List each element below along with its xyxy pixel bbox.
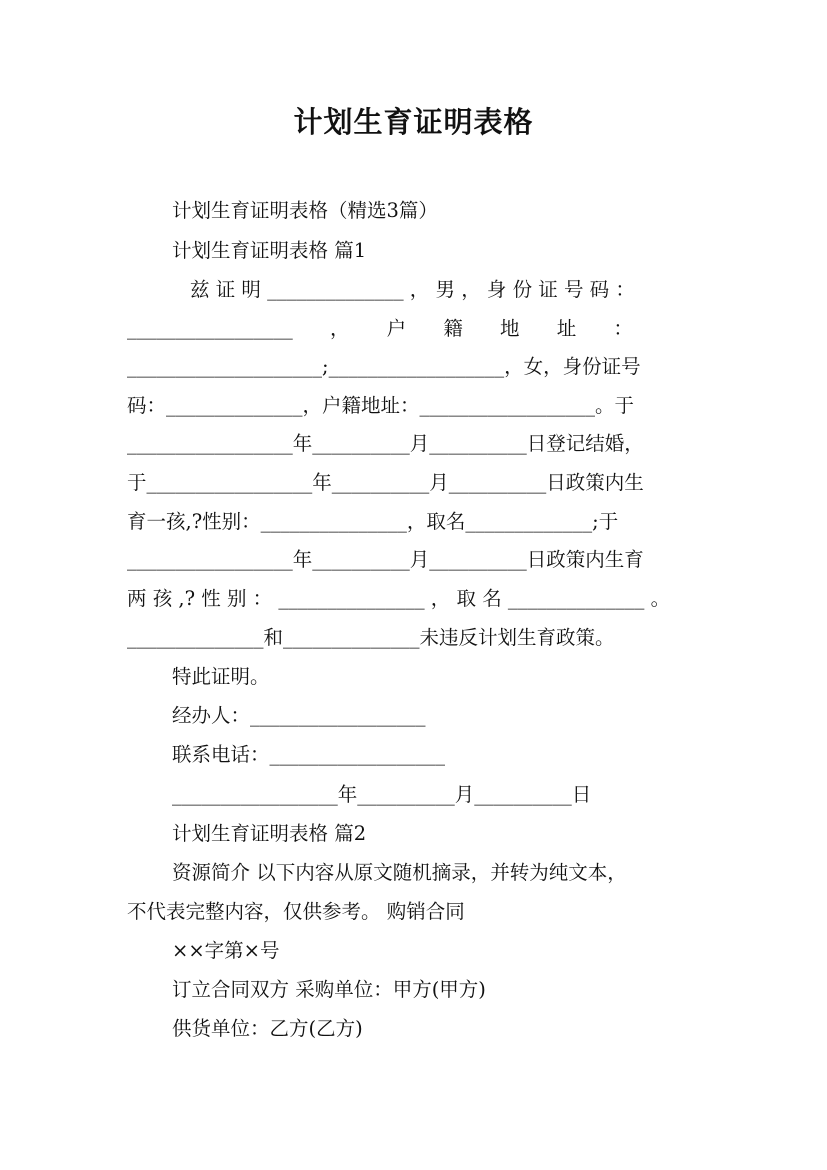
document-title: 计划生育证明表格 [293,105,534,139]
subtitle-line: 计划生育证明表格（精选3篇） [172,199,438,222]
paragraph-line: ××字第×号 [172,939,280,962]
handler-line: 经办人：__________________ [172,704,426,727]
paragraph-line: 订立合同双方 采购单位：甲方(甲方) [172,978,486,1001]
phone-line: 联系电话：__________________ [172,743,446,766]
paragraph-line: _________________年__________月__________日登记结婚， [127,432,644,455]
paragraph-line: _________________年__________月__________日政策内生育 [127,548,644,571]
date-line: _________________年__________月__________日 [172,783,592,806]
paragraph-line: 两 孩 ,? 性 别 ： _______________ ， 取 名 ______________ 。 [127,587,671,610]
paragraph-line: 码：______________，户籍地址：__________________。于 [127,394,635,417]
section-heading-1: 计划生育证明表格 篇1 [172,239,367,262]
paragraph-line: ______________和______________未违反计划生育政策。 [127,626,615,649]
paragraph-line: 不代表完整内容，仅供参考。 购销合同 [127,900,465,923]
paragraph-line: 兹 证 明 ______________ ， 男 ， 身 份 证 号 码 ： [190,278,635,301]
paragraph-line: _________________ ， 户 籍 地 址 ： [127,317,633,340]
paragraph-line: 资源简介 以下内容从原文随机摘录，并转为纯文本， [172,861,627,884]
paragraph-line: 于_________________年__________月__________日政策内生 [127,471,644,494]
certify-line: 特此证明。 [172,665,270,688]
section-heading-2: 计划生育证明表格 篇2 [172,822,367,845]
paragraph-line: ____________________;__________________，女，身份证号 [127,355,641,378]
paragraph-line: 育一孩,?性别：_______________，取名_____________;于 [127,510,619,533]
paragraph-line: 供货单位：乙方(乙方) [172,1017,363,1040]
